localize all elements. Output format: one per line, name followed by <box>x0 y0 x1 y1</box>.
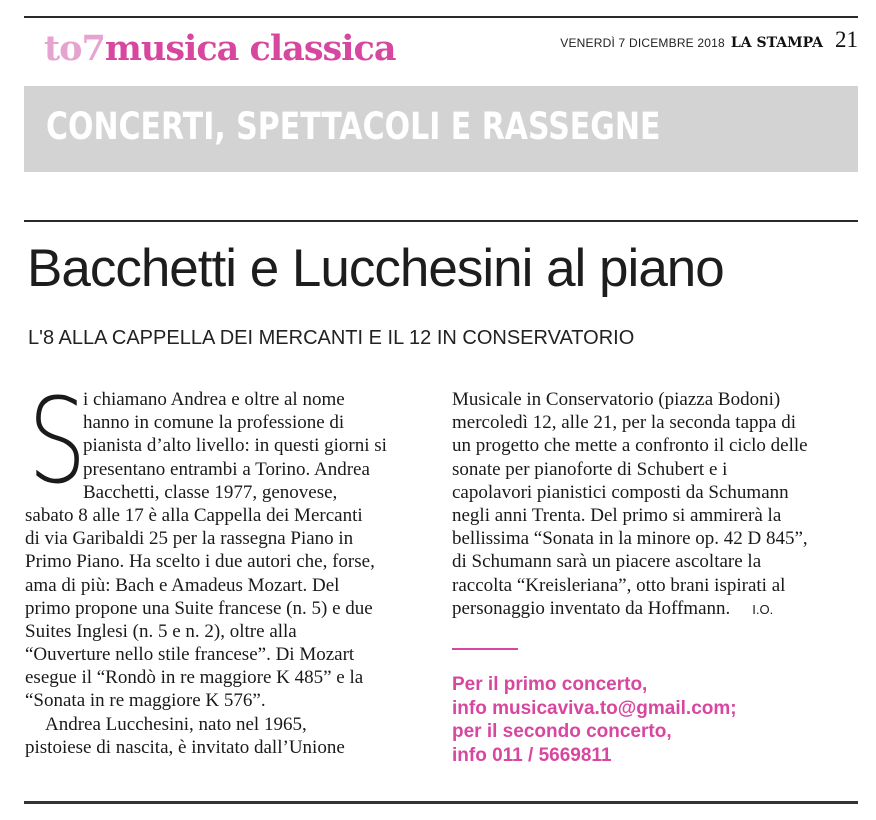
article-column-right <box>452 388 862 620</box>
body-line: mercoledì 12, alle 21, per la seconda tappa di <box>452 412 796 434</box>
body-line: un progetto che mette a confronto il ciclo delle <box>452 435 808 457</box>
body-line: presentano entrambi a Torino. Andrea <box>83 458 370 480</box>
section-label <box>44 29 396 69</box>
body-line-text: personaggio inventato da Hoffmann. <box>452 597 731 619</box>
body-line: pianista d’alto livello: in questi giorni si <box>83 435 387 457</box>
body-line: di via Garibaldi 25 per la rassegna Piano in <box>25 528 354 550</box>
body-line: Suites Inglesi (n. 5 e n. 2), oltre alla <box>25 620 297 642</box>
bottom-rule <box>24 801 858 804</box>
newspaper-name: LA STAMPA <box>730 35 823 51</box>
body-line: sonate per pianoforte di Schubert e i <box>452 458 728 480</box>
article-column-left <box>25 372 435 759</box>
body-line: Primo Piano. Ha scelto i due autori che, forse, <box>25 551 375 573</box>
body-line-last <box>452 597 862 620</box>
body-line: raccolta “Kreisleriana”, otto brani ispirati al <box>452 574 786 596</box>
issue-date: VENERDÌ 7 DICEMBRE 2018 <box>560 36 725 50</box>
top-rule <box>24 16 858 18</box>
info-line-phone[interactable]: info 011 / 5669811 <box>452 744 612 766</box>
body-line: Andrea Lucchesini, nato nel 1965, <box>45 713 307 735</box>
body-line: Musicale in Conservatorio (piazza Bodoni) <box>452 389 781 410</box>
info-line: Per il primo concerto, <box>452 674 648 695</box>
body-line: primo propone una Suite francese (n. 5) e due <box>25 597 373 619</box>
body-line: Bacchetti, classe 1977, genovese, <box>83 481 338 503</box>
info-line-email[interactable]: info musicaviva.to@gmail.com; <box>452 697 737 719</box>
body-line: i chiamano Andrea e oltre al nome <box>83 389 345 410</box>
section-prefix: to7 <box>44 28 105 69</box>
body-line: capolavori pianistici composti da Schumann <box>452 481 789 503</box>
body-line: sabato 8 alle 17 è alla Cappella dei Mercanti <box>25 504 363 526</box>
body-line: hanno in comune la professione di <box>83 412 345 434</box>
body-line: negli anni Trenta. Del primo si ammirerà la <box>452 504 782 526</box>
info-divider <box>452 648 518 650</box>
concert-info <box>452 673 737 767</box>
masthead <box>560 27 858 53</box>
body-line: pistoiese di nascita, è invitato dall’Unione <box>25 736 345 758</box>
article-headline: Bacchetti e Lucchesini al piano <box>27 239 724 298</box>
headline-rule <box>24 220 858 222</box>
section-name: musica classica <box>104 28 396 69</box>
body-line: “Ouverture nello stile francese”. Di Mozart <box>25 644 355 666</box>
section-banner <box>24 86 858 172</box>
author-initials: I.O. <box>752 601 774 617</box>
body-line: “Sonata in re maggiore K 576”. <box>25 690 266 712</box>
page-number: 21 <box>835 27 858 52</box>
body-line: bellissima “Sonata in la minore op. 42 D 845”, <box>452 528 808 550</box>
article-subheadline: L'8 ALLA CAPPELLA DEI MERCANTI E IL 12 IN CONSERVATORIO <box>28 327 635 349</box>
banner-title: CONCERTI, SPETTACOLI E RASSEGNE <box>46 105 661 148</box>
body-line: ama di più: Bach e Amadeus Mozart. Del <box>25 574 340 596</box>
drop-cap: S <box>28 372 87 510</box>
info-line: per il secondo concerto, <box>452 721 672 743</box>
body-line: di Schumann sarà un piacere ascoltare la <box>452 551 762 573</box>
body-line: esegue il “Rondò in re maggiore K 485” e la <box>25 667 364 689</box>
